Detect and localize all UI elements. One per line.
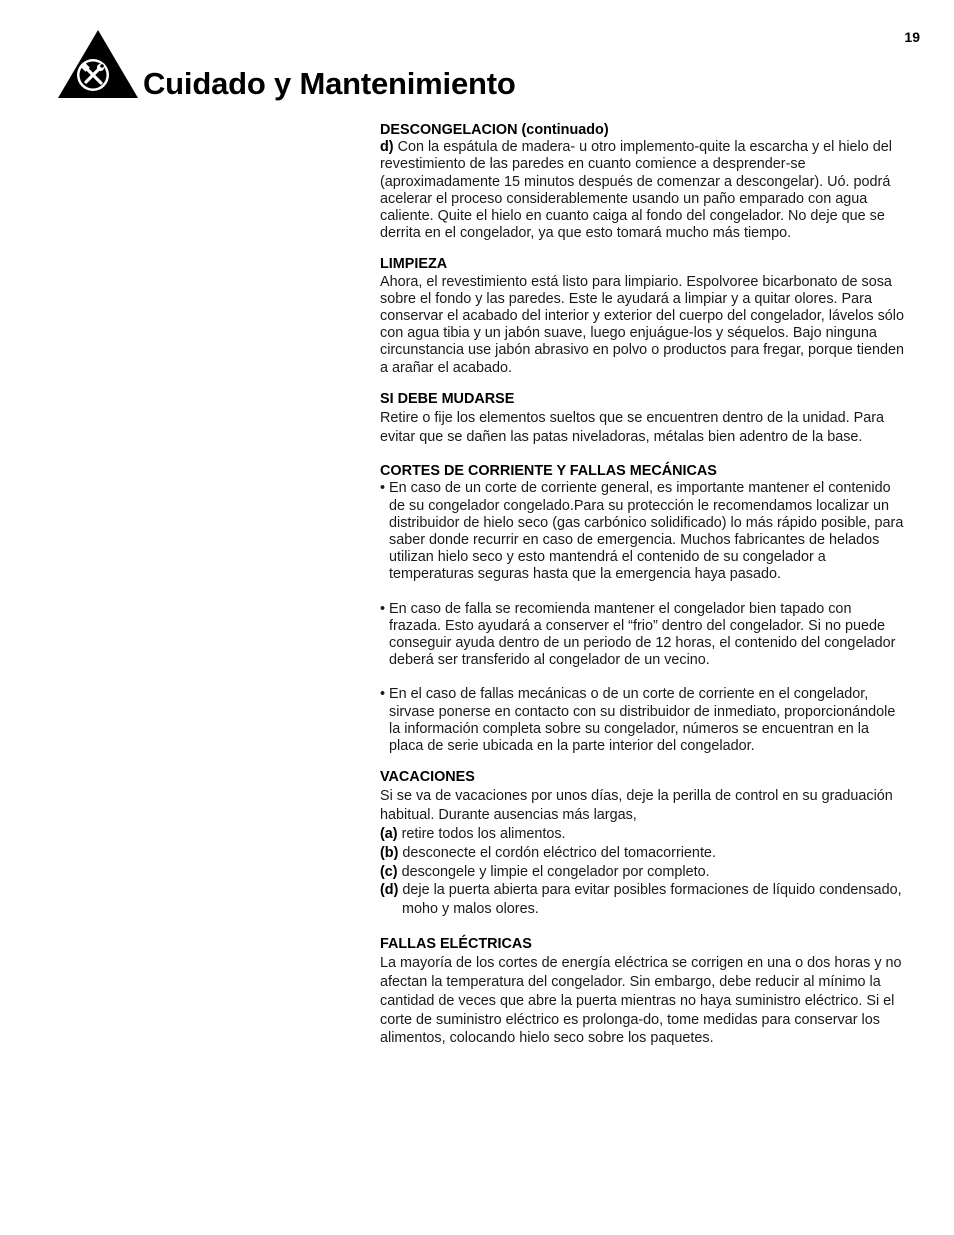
step-item (380, 881, 905, 919)
bullet-item: • En caso de un corte de corriente general, es importante mantener el contenido de su congelador congelado.Para su protección le recomendamos localizar un distribuidor de hielo seco (gas carbónico solidificado) lo más rápido posible, para saber donde recurrir en caso de emergencia. Muchos fabricantes de helados utilizan hielo seco y esto mantendrá el contenido de su congelador a temperaturas seguras hasta que la emergencia haya pasado. (380, 480, 904, 583)
step-text: retire todos los alimentos. (397, 826, 566, 843)
step-text: desconecte el cordón eléctrico del tomacorriente. (398, 844, 716, 861)
section-body: Ahora, el revestimiento está listo para limpiario. Espolvoree bicarbonato de sosa sobre el fondo y las paredes. Este le ayudará a limpiar y a quitar olores. Para conservar el acabado del interior y exterior del cuerpo del congelador, lávelos sólo con agua tibia y un jabón suave, luego enjuágue-los y séquelos. Bajo ninguna circunstancia use jabón abrasivo en polvo o productos para fregar, porque tienden a arañar el acabado. (380, 273, 904, 376)
step-text: descongele y limpie el congelador por completo. (397, 863, 710, 880)
section-heading: DESCONGELACION (continuado) (380, 122, 609, 138)
step-item (380, 863, 905, 882)
section-cortes-de-corriente (380, 463, 905, 755)
step-label: (d) (380, 882, 399, 899)
step-label: (c) (380, 863, 398, 880)
step-label: (b) (380, 844, 399, 861)
content-column (380, 122, 905, 1048)
step-label: (a) (380, 826, 398, 843)
step-item (380, 844, 905, 863)
item-label: d) (380, 139, 394, 156)
section-body (380, 139, 905, 242)
page-title: Cuidado y Mantenimiento (143, 66, 516, 101)
section-limpieza (380, 256, 905, 376)
section-fallas-electricas (380, 936, 905, 1048)
section-heading: CORTES DE CORRIENTE Y FALLAS MECÁNICAS (380, 463, 717, 480)
page-number: 19 (904, 29, 920, 45)
section-mudarse (380, 391, 905, 446)
section-heading: SI DEBE MUDARSE (380, 390, 515, 407)
section-heading: FALLAS ELÉCTRICAS (380, 936, 532, 953)
bullet-item: • En caso de falla se recomienda mantener el congelador bien tapado con frazada. Esto ayudará a conserver el “frio” dentro del congelador. Si no puede conseguir ayuda dentro de un periodo de 12 horas, el contenido del congelador deberá ser transferido al congelador de un vecino. (380, 600, 896, 669)
item-text: Con la espátula de madera- u otro implemento-quite la escarcha y el hielo del revestimiento de las paredes en cuanto comience a desprender-se (aproximadamente 15 minutos después de comenzar a descongelar). Uó. podrá acelerar el proceso considerablemente usando un paño emparado con agua caliente. Quite el hielo en cuanto caiga al fondo del congelador. No deje que se derrita en el congelador, ya que esto tomará mucho más tiempo. (380, 139, 892, 242)
section-descongelacion (380, 122, 905, 242)
section-body: Si se va de vacaciones por unos días, deje la perilla de control en su graduación habitual. Durante ausencias más largas, (380, 788, 893, 824)
step-text: deje la puerta abierta para evitar posibles formaciones de líquido condensado, moho y malos olores. (398, 882, 902, 918)
step-item (380, 825, 905, 844)
section-body: Retire o fije los elementos sueltos que se encuentren dentro de la unidad. Para evitar que se dañen las patas niveladoras, métalas bien adentro de la base. (380, 410, 884, 445)
section-body: La mayoría de los cortes de energía eléctrica se corrigen en una o dos horas y no afectan la temperatura del congelador. Sin embargo, debe reducir al mínimo la cantidad de veces que abre la puerta mientras no haya suministro eléctrico. Si el corte de suministro eléctrico es prolonga-do, tome medidas para conservar los alimentos, colocando hielo seco sobre los paquetes. (380, 955, 902, 1047)
section-heading: LIMPIEZA (380, 256, 448, 273)
bullet-item: • En el caso de fallas mecánicas o de un corte de corriente en el congelador, sirvase ponerse en contacto con su distribuidor de inmediato, proporcionándole la información completa sobre su congelador, números se encuentran en la placa de serie ubicada en la parte interior del congelador. (380, 686, 896, 755)
maintenance-tools-triangle-icon (57, 29, 139, 99)
section-vacaciones (380, 769, 905, 919)
section-heading: VACACIONES (380, 769, 475, 786)
